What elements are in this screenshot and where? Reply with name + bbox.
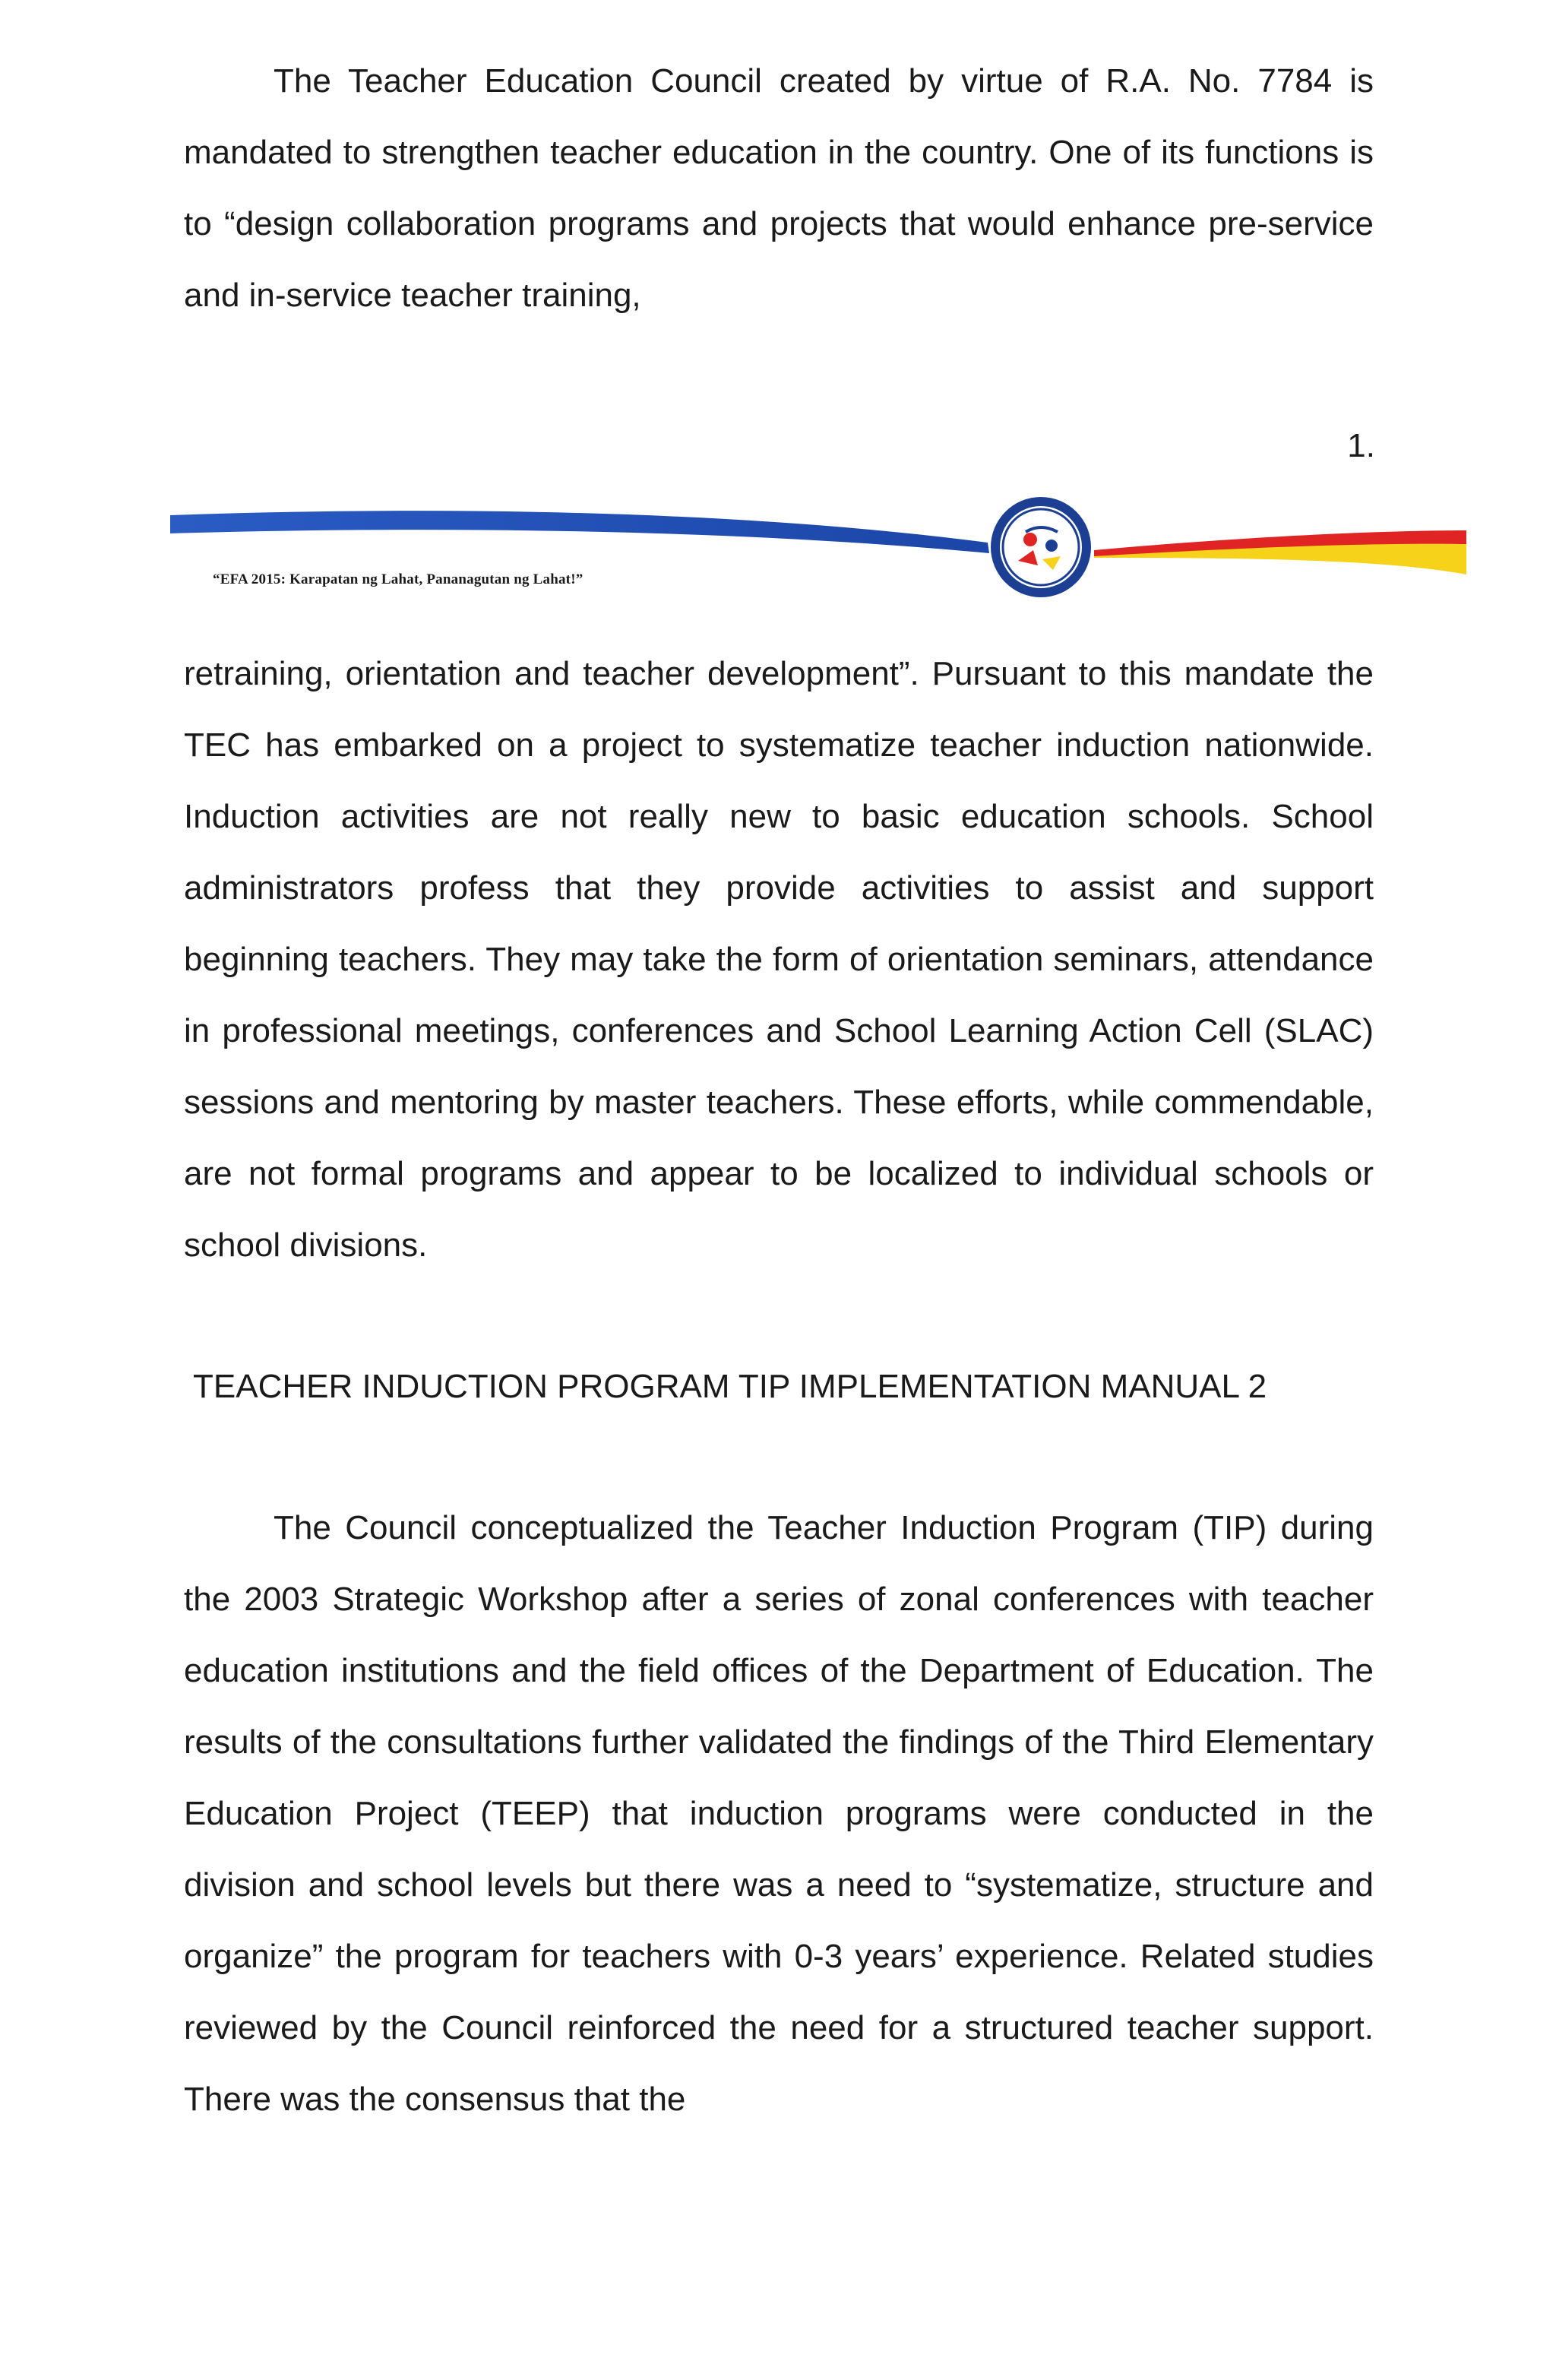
page-banner	[0, 486, 1556, 616]
paragraph-induction-activities: retraining, orientation and teacher development”. Pursuant to this mandate the TEC has embarked on a project to systematize teacher induction nationwide. Induction activities are not really new to basic education schools. School administrators profess that they provide activities to assist and support beginning teachers. They may take the form of orientation seminars, attendance in professional meetings, conferences and School Learning Action Cell (SLAC) sessions and mentoring by master teachers. These efforts, while commendable, are not formal programs and appear to be localized to individual schools or school divisions.	[184, 655, 1374, 1264]
banner-tagline: “EFA 2015: Karapatan ng Lahat, Pananagutan ng Lahat!”	[213, 571, 584, 587]
blue-swoosh	[170, 511, 989, 553]
efa-seal-icon	[991, 497, 1091, 597]
page-number: 1.	[1347, 427, 1375, 464]
paragraph-council-tip: The Council conceptualized the Teacher Induction Program (TIP) during the 2003 Strategic Workshop after a series of zonal conferences with teacher education institutions and the field offices of the Department of Education. The results of the consultations further validated the findings of the Third Elementary Education Project (TEEP) that induction programs were conducted in the division and school levels but there was a need to “systematize, structure and organize” the program for teachers with 0-3 years’ experience. Related studies reviewed by the Council reinforced the need for a structured teacher support. There was the consensus that the	[184, 1509, 1374, 2118]
paragraph-intro: The Teacher Education Council created by virtue of R.A. No. 7784 is mandated to strengthen teacher education in the country. One of its functions is to “design collaboration programs and projects that would enhance pre-service and in-service teacher training,	[184, 62, 1374, 314]
section-heading: TEACHER INDUCTION PROGRAM TIP IMPLEMENTATION MANUAL 2	[193, 1368, 1267, 1405]
